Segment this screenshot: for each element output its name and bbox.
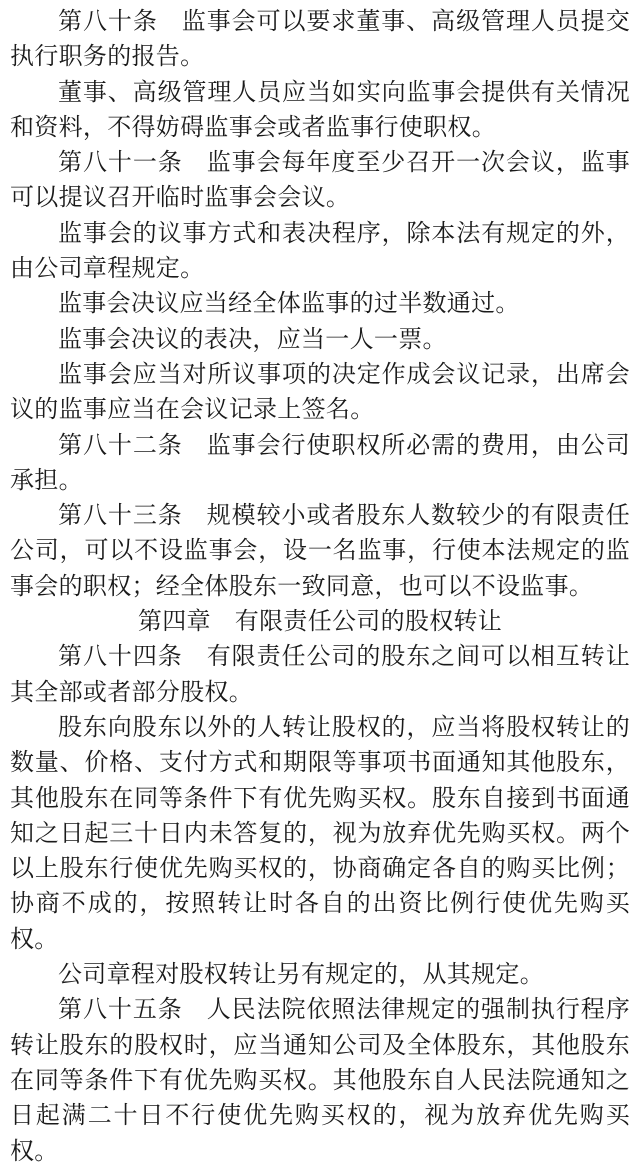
paragraph: 股东向股东以外的人转让股权的，应当将股权转让的数量、价格、支付方式和期限等事项书面通知其他股东，其他股东在同等条件下有优先购买权。股东自接到书面通知之日起三十日内未答复的，视为放弃优先购买权。两个以上股东行使优先购买权的，协商确定各自的购买比例；协商不成的，按照转让时各自的出资比例行使优先购买权。 [10,712,630,953]
document-body [10,4,630,1169]
paragraph: 监事会应当对所议事项的决定作成会议记录，出席会议的监事应当在会议记录上签名。 [10,359,630,424]
paragraph: 公司章程对股权转让另有规定的，从其规定。 [58,960,544,989]
article-text: 监事会每年度至少召开一次会议，监事可以提议召开临时监事会会议。 [10,148,631,212]
paragraph: 监事会的议事方式和表决程序，除本法有规定的外，由公司章程规定。 [10,218,630,283]
article-85 [10,992,630,1168]
article-text: 监事会行使职权所必需的费用，由公司承担。 [10,430,631,494]
article-number: 第八十条 [58,7,158,35]
article-number: 第八十二条 [58,430,183,459]
paragraph: 监事会决议应当经全体监事的过半数通过。 [58,289,520,318]
article-number: 第八十三条 [58,501,183,530]
article-text: 规模较小或者股东人数较少的有限责任公司，可以不设监事会，设一名监事，行使本法规定的监事会的职权；经全体股东一致同意，也可以不设监事。 [10,501,631,600]
chapter-heading [10,604,630,639]
chapter-number: 第四章 [137,607,211,636]
paragraph: 监事会决议的表决，应当一人一票。 [58,324,447,353]
article-number: 第八十五条 [58,995,183,1024]
article-text: 监事会可以要求董事、高级管理人员提交执行职务的报告。 [10,7,631,71]
article-81 [10,145,630,216]
article-text: 人民法院依照法律规定的强制执行程序转让股东的股权时，应当通知公司及全体股东，其他股东在同等条件下有优先购买权。其他股东自人民法院通知之日起满二十日不行使优先购买权的，视为放弃优先购买权。 [10,995,631,1165]
article-82 [10,428,630,499]
article-number: 第八十四条 [58,642,183,671]
article-83 [10,498,630,604]
article-text: 有限责任公司的股东之间可以相互转让其全部或者部分股权。 [10,642,631,706]
article-80 [10,4,630,75]
chapter-title: 有限责任公司的股权转让 [234,607,503,636]
paragraph: 董事、高级管理人员应当如实向监事会提供有关情况和资料，不得妨碍监事会或者监事行使职权。 [10,77,630,141]
article-84 [10,639,630,710]
article-number: 第八十一条 [58,148,183,177]
